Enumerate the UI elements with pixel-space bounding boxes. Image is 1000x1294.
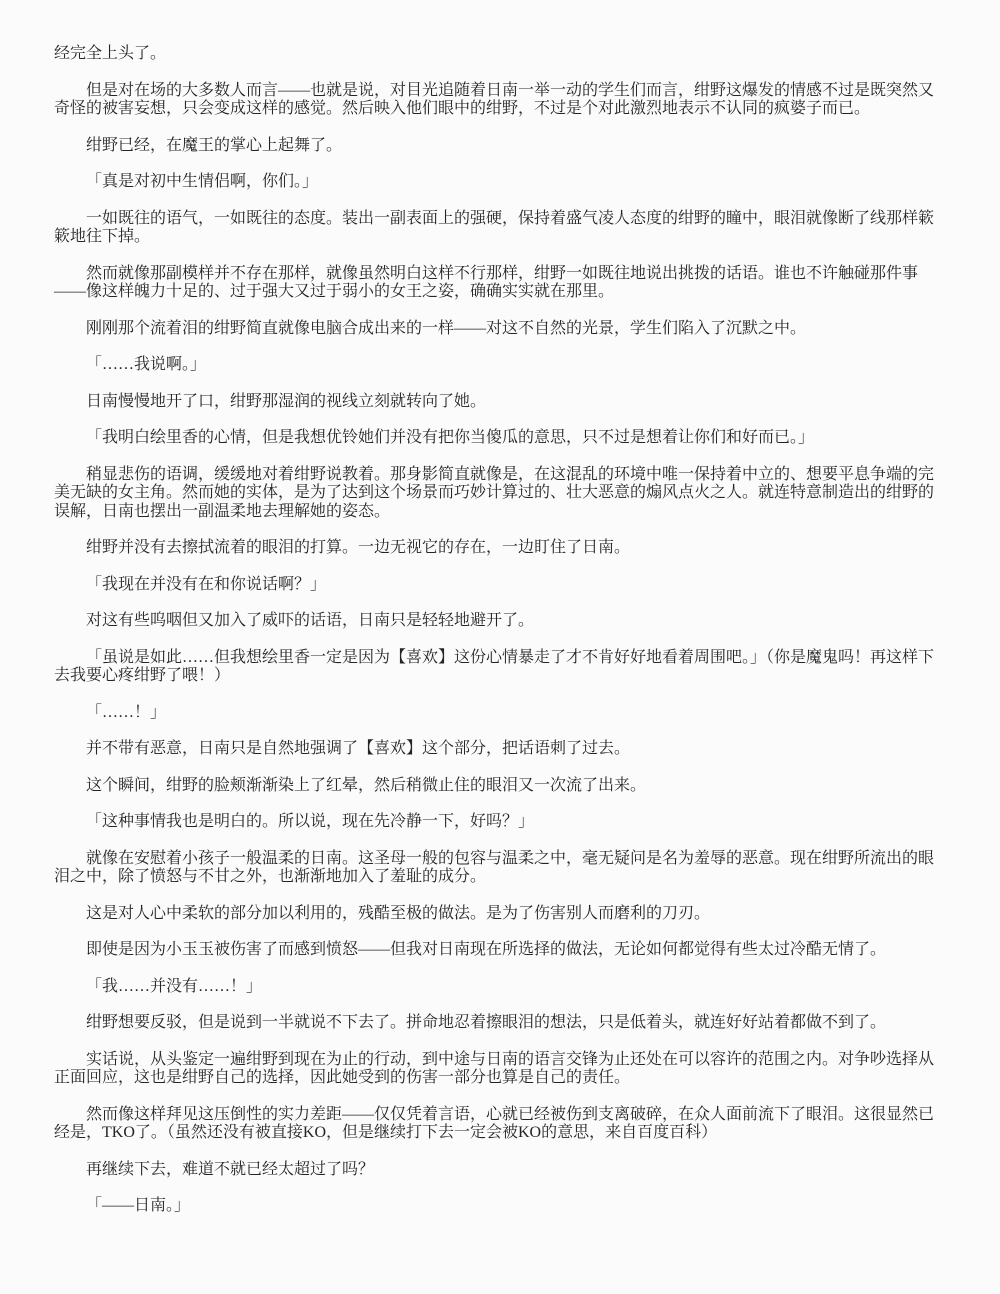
paragraph: 「真是对初中生情侣啊，你们。」	[86, 173, 319, 190]
paragraph: 日南慢慢地开了口，绀野那湿润的视线立刻就转向了她。	[86, 392, 487, 410]
paragraph: 「……！」	[86, 703, 167, 721]
paragraph: 但是对在场的大多数人而言——也就是说，对目光追随着日南一举一动的学生们而言，绀野这爆发的情感不过是既突然又奇怪的被害妄想，只会变成这样的感觉。然后映入他们眼中的绀野，不过是个对此激烈地表示不认同的疯婆子而已。	[54, 81, 935, 117]
paragraph: 一如既往的语气，一如既往的态度。装出一副表面上的强硬，保持着盛气凌人态度的绀野的瞳中，眼泪就像断了线那样簌簌地往下掉。	[54, 209, 935, 245]
paragraph: 绀野已经，在魔王的掌心上起舞了。	[86, 136, 343, 154]
paragraph: 再继续下去，难道不就已经太超过了吗？	[86, 1160, 375, 1178]
paragraph: 「我明白绘里香的心情，但是我想优铃她们并没有把你当傻瓜的意思，只不过是想着让你们和好而已。」	[86, 429, 815, 446]
paragraph: 「我现在并没有在和你说话啊？」	[86, 575, 327, 593]
paragraph: 绀野想要反驳，但是说到一半就说不下去了。拼命地忍着擦眼泪的想法，只是低着头，就连好好站着都做不到了。	[86, 1014, 887, 1031]
paragraph: 「……我说啊。」	[86, 356, 207, 373]
paragraph: 对这有些呜咽但又加入了威吓的话语，日南只是轻轻地避开了。	[86, 612, 535, 629]
paragraph: 「这种事情我也是明白的。所以说，现在先冷静一下，好吗？」	[86, 813, 535, 830]
paragraph: 实话说，从头鉴定一遍绀野到现在为止的行动，到中途与日南的语言交锋为止还处在可以容许的范围之内。对争吵选择从正面回应，这也是绀野自己的选择，因此她受到的伤害一部分也算是自己的责任。	[54, 1050, 935, 1086]
paragraph: 「虽说是如此……但我想绘里香一定是因为【喜欢】这份心情暴走了才不肯好好地看着周围吧。」（你是魔鬼吗！再这样下去我要心疼绀野了喂！）	[54, 648, 935, 684]
paragraph: 经完全上头了。	[54, 45, 167, 62]
paragraph: 并不带有恶意，日南只是自然地强调了【喜欢】这个部分，把话语刺了过去。	[86, 740, 631, 757]
paragraph: 这是对人心中柔软的部分加以利用的，残酷至极的做法。是为了伤害别人而磨利的刀刃。	[86, 904, 711, 922]
paragraph: 这个瞬间，绀野的脸颊渐渐染上了红晕，然后稍微止住的眼泪又一次流了出来。	[86, 776, 647, 794]
paragraph: 然而就像那副模样并不存在那样，就像虽然明白这样不行那样，绀野一如既往地说出挑拨的话语。谁也不许触碰那件事——像这样魄力十足的、过于强大又过于弱小的女王之姿，确确实实就在那里。	[54, 264, 919, 300]
paragraph: 即使是因为小玉玉被伤害了而感到愤怒——但我对日南现在所选择的做法，无论如何都觉得有些太过冷酷无情了。	[86, 941, 887, 958]
paragraph: 刚刚那个流着泪的绀野简直就像电脑合成出来的一样——对这不自然的光景，学生们陷入了沉默之中。	[86, 319, 807, 337]
paragraph: 然而像这样拜见这压倒性的实力差距——仅仅凭着言语，心就已经被伤到支离破碎，在众人面前流下了眼泪。这很显然已经是，TKO了。（虽然还没有被直接KO，但是继续打下去一定会被KO的意思，来自百度百科）	[54, 1105, 935, 1141]
paragraph: 稍显悲伤的语调，缓缓地对着绀野说教着。那身影简直就像是，在这混乱的环境中唯一保持着中立的、想要平息争端的完美无缺的女主角。然而她的实体，是为了达到这个场景而巧妙计算过的、壮大恶意的煽风点火之人。就连特意制造出的绀野的误解，日南也摆出一副温柔地去理解她的姿态。	[54, 465, 935, 520]
paragraph: 绀野并没有去擦拭流着的眼泪的打算。一边无视它的存在，一边盯住了日南。	[86, 539, 631, 556]
paragraph: 「——日南。」	[86, 1197, 191, 1214]
paragraph: 就像在安慰着小孩子一般温柔的日南。这圣母一般的包容与温柔之中，毫无疑问是名为羞辱的恶意。现在绀野所流出的眼泪之中，除了愤怒与不甘之外，也渐渐地加入了羞耻的成分。	[54, 849, 935, 885]
paragraph: 「我……并没有……！」	[86, 977, 263, 995]
